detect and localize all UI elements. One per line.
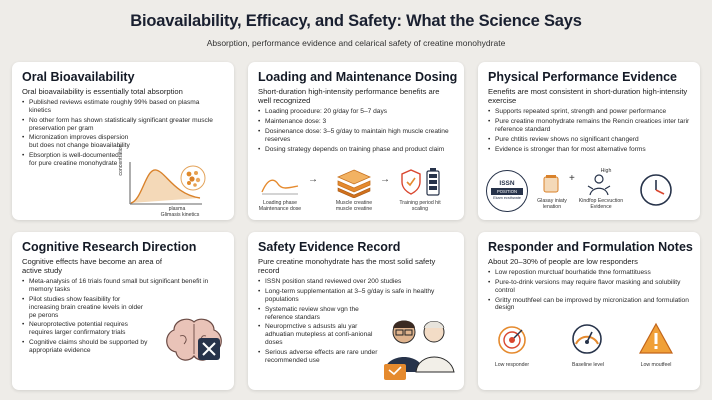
card-lead: Pure creatine monohydrate has the most solid safety record (258, 257, 436, 276)
caption: Baseline level (571, 362, 604, 368)
axis-x-label: plasma (168, 206, 186, 212)
bullet-list (488, 108, 690, 153)
bullet-list (488, 269, 690, 312)
list-item: • Micronization improves dispersion but does not change bioavailability (22, 134, 130, 150)
card-loading-dosing (248, 62, 464, 220)
list-item: • Pure chtitis review shows no significant changerd (488, 136, 690, 144)
dose-curve-icon (260, 174, 300, 196)
battery-icon (426, 168, 440, 196)
caption: Low responder (494, 362, 530, 368)
arrow-icon: → (308, 174, 318, 185)
list-item: • Ebsorption is well-documented for pure creatine monohydrate (22, 152, 120, 168)
list-item: • Evidence is stronger than for most alternative forms (488, 146, 690, 154)
caption: Kindfop Eecvuction Evidence (578, 198, 624, 210)
card-lead: Oral bioavailability is essentially total absorption (22, 87, 183, 96)
caption: Muscle creatine muscle creatine (335, 200, 373, 212)
list-item: • Supports repeated sprint, strength and power performance (488, 108, 690, 116)
card-safety-evidence (248, 232, 464, 390)
card-lead: About 20–30% of people are low responders (488, 257, 638, 266)
card-title: Physical Performance Evidence (488, 70, 677, 84)
caption: Low moutfeel (640, 362, 672, 368)
list-item: • Cognitive claims should be supported by appropriate evidence (22, 339, 162, 355)
card-lead: Cognitive effects have become an area of active study (22, 257, 163, 276)
bullet-list (258, 108, 454, 153)
list-item: • No other form has shown statistically significant greater muscle preservation per gram (22, 117, 222, 133)
card-lead: Short-duration high-intensity performance benefits are well recognized (258, 87, 440, 106)
card-cognitive-research (12, 232, 234, 390)
list-item: • Gritty mouthfeel can be improved by micronization and formulation design (488, 297, 690, 313)
weight-jar-icon (540, 174, 562, 194)
arrow-icon: → (380, 174, 390, 185)
clock-icon (638, 172, 674, 208)
card-title: Responder and Formulation Notes (488, 240, 693, 254)
target-icon (496, 324, 528, 356)
athlete-icon (584, 174, 614, 196)
card-responder-formulation (478, 232, 700, 390)
badge-mid: POSITION (491, 188, 523, 195)
card-title: Cognitive Research Direction (22, 240, 197, 254)
card-title: Loading and Maintenance Dosing (258, 70, 458, 84)
list-item: • Dosinenance dose: 3–5 g/day to maintain high muscle creatine reserves (258, 128, 454, 144)
caption: Glasay iniaty lenation (537, 198, 567, 210)
card-oral-bioavailability (12, 62, 234, 220)
powder-granules-icon (180, 165, 206, 191)
list-item: • Pure-to-drink versions may require flavor masking and solubility control (488, 279, 690, 295)
badge-top: ISSN (499, 180, 515, 187)
badge-sub: Ekam ecsthwate (493, 196, 521, 200)
warning-icon (638, 322, 674, 356)
plus-icon: + (569, 173, 575, 184)
list-item: • Maintenance dose: 3 (258, 118, 454, 126)
list-item: • Neuroprotective potential requires requires larger confirmatory trials (22, 321, 140, 337)
page-title: Bioavailability, Efficacy, and Safety: What the Science Says (130, 12, 582, 30)
card-physical-performance (478, 62, 700, 220)
axis-x-sublabel: Glimasis kinetics (160, 212, 200, 218)
card-title: Safety Evidence Record (258, 240, 401, 254)
researchers-icon (380, 310, 458, 384)
card-lead: Eenefits are most consistent in short-duration high-intensity exercise (488, 87, 688, 106)
list-item: • Pilot studies show feasibility for increasing brain creatine levels in older pe perons (22, 296, 150, 319)
caption: Training period hit scaling (399, 200, 441, 212)
list-item: • Meta-analysis of 16 trials found small but significant benefit in memory tasks (22, 278, 222, 294)
list-item: • Published reviews estimate roughly 99% based on plasma kinetics (22, 99, 222, 115)
shield-icon (400, 168, 422, 196)
list-item: • Serious adverse effects are rare under recommended use (258, 349, 384, 365)
list-item: • Loading procedure: 20 g/day for 5–7 days (258, 108, 454, 116)
gauge-icon (570, 322, 604, 356)
issn-badge (486, 170, 528, 212)
list-item: • Pure creatine monohydrate remains the Rencin creatices inter tarir reference standard (488, 118, 690, 134)
page-subtitle: Absorption, performance evidence and celarical safety of creatine monohydrate (206, 38, 506, 48)
list-item: • Dosing strategy depends on training phase and product claim (258, 146, 454, 154)
list-item: • ISSN position stand reviewed over 200 studies (258, 278, 454, 286)
tag-label: High (600, 168, 612, 174)
axis-y-label: concentration (118, 144, 124, 176)
list-item: • Neuroprnctive s adsusts alu yar adhuatian mutepless at confi-anional doses (258, 323, 386, 346)
list-item: • Low repostion murctuaf bourhatide thne formattituess (488, 269, 690, 277)
brain-icon (162, 312, 226, 370)
list-item: • Systematic review show vgn the reference standars (258, 306, 386, 322)
card-title: Oral Bioavailability (22, 70, 135, 84)
caption: Loading phase Maintenance dose (258, 200, 302, 212)
list-item: • Long-term supplementation at 3–5 g/day is safe in healthy populations (258, 288, 454, 304)
muscle-layers-icon (336, 168, 372, 198)
